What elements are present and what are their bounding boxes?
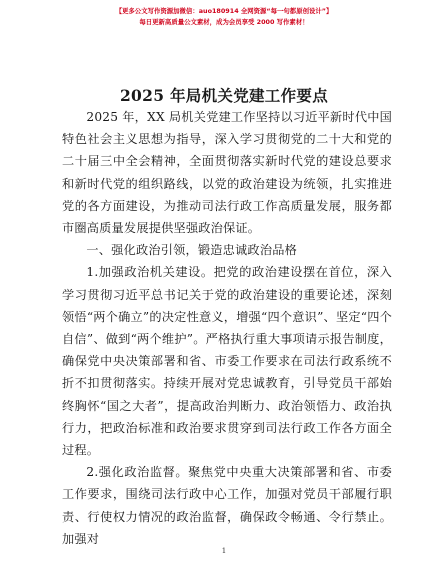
promo-banner	[0, 6, 448, 28]
intro-paragraph: 2025 年，XX 局机关党建工作坚持以习近平新时代中国特色社会主义思想为指导，深入学习贯彻党的二十大和党的二十届三中全会精神，全面贯彻落实新时代党的建设总要求和新时代党的组织路线，以党的政治建设为统领，扎实推进党的各方面建设，为推动司法行政工作高质量发展，服务都市圈高质量发展提供坚强政治保证。	[62, 110, 392, 236]
paragraph-item-1: 1.加强政治机关建设。把党的政治建设摆在首位，深入学习贯彻习近平总书记关于党的政治建设的重要论述，深刻领悟“两个确立”的决定性意义，增强“四个意识”、坚定“四个自信”、做到“两个维护”。严格执行重大事项请示报告制度，确保党中央决策部署和省、市委工作要求在司法行政系统不折不扣贯彻落实。持续开展对党忠诚教育，引导党员干部始终胸怀“国之大者”，提高政治判断力、政治领悟力、政治执行力，把政治标准和政治要求贯穿到司法行政工作各方面全过程。	[62, 265, 392, 458]
paragraph-item-2: 2.强化政治监督。聚焦党中央重大决策部署和省、市委工作要求，围绕司法行政中心工作，加强对党员干部履行职责、行使权力情况的政治监督，确保政令畅通、令行禁止。加强对	[62, 465, 392, 546]
document-body	[62, 106, 392, 550]
section-heading-1: 一、强化政治引领，锻造忠诚政治品格	[86, 243, 297, 258]
promo-banner-line-1: 【更多公文写作资源加微信：auo180914 全网资源“每一句都原创设计”】	[115, 7, 333, 15]
document-title: 2025 年局机关党建工作要点	[119, 86, 329, 105]
page-number: 1	[221, 547, 227, 555]
promo-banner-line-2: 每日更新高质量公文素材，成为会员享受 2000 写作素材！	[139, 18, 309, 26]
